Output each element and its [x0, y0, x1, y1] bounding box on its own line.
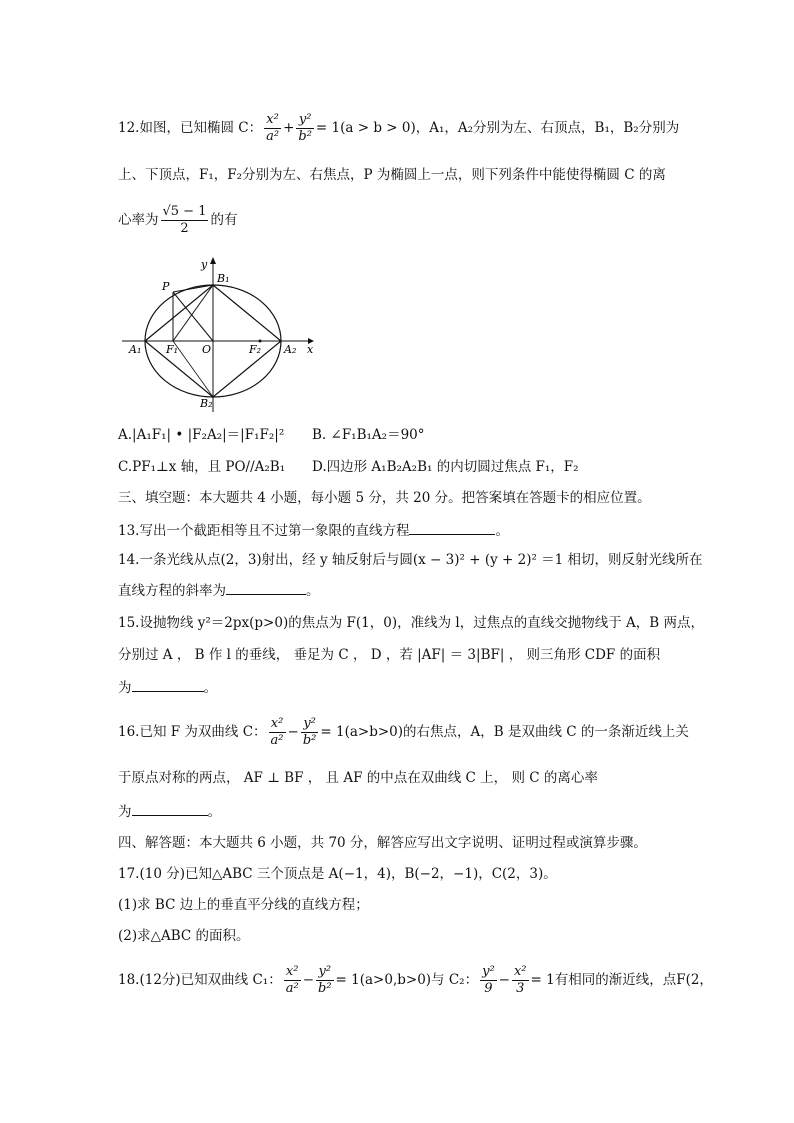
ellipse-figure: [118, 252, 328, 417]
c1-fraction-x: $\frac{\text{x²}}{\text{a²}}$: [285, 964, 299, 996]
label-a1: A₁: [129, 343, 142, 356]
q13-answer-blank: [409, 521, 495, 535]
c2-fraction-x: $\frac{\text{x²}}{3}$: [513, 964, 527, 996]
q12-eq-rest: = 1(a > b > 0)，A₁，A₂分别为左、右顶点，B₁，B₂分别为: [315, 120, 680, 136]
q14-answer-blank: [226, 581, 306, 595]
q12-line2: 上、下顶点，F₁，F₂分别为左、右焦点，P 为椭圆上一点，则下列条件中能使得椭圆 C 的离: [118, 167, 666, 183]
q12-line3: 心率为 $\frac{√5 - 1}{2}$ 的有: [118, 204, 238, 236]
q12-intro: 12.如图，已知椭圆 C：: [118, 120, 263, 136]
option-b: B. ∠F₁B₁A₂＝90°: [312, 427, 425, 443]
q14-line1: 14.一条光线从点(2，3)射出，经 y 轴反射后与圆(x − 3)² + (y + 2)² ＝1 相切，则反射光线所在: [118, 552, 703, 568]
q17-part1: (1)求 BC 边上的垂直平分线的直线方程；: [118, 897, 369, 913]
c2-fraction-y: $\frac{\text{y²}}{9}$: [482, 964, 495, 996]
q13: 13.写出一个截距相等且不过第一象限的直线方程 。: [118, 523, 509, 539]
option-d: D.四边形 A₁B₂A₂B₁ 的内切圆过焦点 F₁，F₂: [312, 459, 579, 475]
segment-pb1: [173, 285, 213, 292]
label-f2: F₂: [249, 343, 262, 356]
label-b2: B₂: [200, 397, 213, 410]
segment-po: [173, 292, 213, 341]
q16-answer-blank: [132, 802, 208, 816]
q16-line2: 于原点对称的两点， AF ⊥ BF ， 且 AF 的中点在双曲线 C 上， 则 C 的离心率: [118, 770, 598, 786]
section4-heading: 四、解答题：本大题共 6 小题，共 70 分，解答应写出文字说明、证明过程或演算步骤。: [118, 835, 647, 851]
ellipse-fraction-x: $\frac{\text{x²}}{\text{a²}}$: [266, 112, 280, 144]
q17-line1: 17.(10 分)已知△ABC 三个顶点是 A(−1，4)，B(−2，−1)，C(2，3)。: [118, 866, 557, 882]
q18-line1: 18.(12分)已知双曲线 C₁： $\frac{\text{x²}}{\text{a²}}$ − $\frac{\text{y²}}{\text{b²}}$ = 1(a>0,b>0)与 C₂： $\frac{\text{y²}}{9}$ − $\frac{\text{x²}}{3}$ = 1有相同的渐近线，点F(2，: [118, 964, 713, 996]
q12-line1: 12.如图，已知椭圆 C： $\frac{\text{x²}}{\text{a²}}$ + $\frac{\text{y²}}{\text{b²}}$ = 1(a > b > 0)，A₁，A₂分别为左、右顶点，B₁，B₂分别为: [118, 112, 680, 144]
label-x-axis: x: [307, 343, 314, 356]
q16-line1: 16.已知 F 为双曲线 C： $\frac{\text{x²}}{\text{a²}}$ − $\frac{\text{y²}}{\text{b²}}$ = 1(a>b>0)的右焦点，A，B 是双曲线 C 的一条渐近线上关: [118, 716, 689, 748]
section3-heading: 三、填空题：本大题共 4 小题，每小题 5 分，共 20 分。把答案填在答题卡的相应位置。: [118, 490, 651, 506]
hyperbola-fraction-x: $\frac{\text{x²}}{\text{a²}}$: [270, 716, 284, 748]
hyperbola-fraction-y: $\frac{\text{y²}}{\text{b²}}$: [302, 716, 317, 748]
q16-line3: 为 。: [118, 804, 221, 820]
label-a2: A₂: [284, 343, 297, 356]
c1-fraction-y: $\frac{\text{y²}}{\text{b²}}$: [318, 964, 332, 996]
label-p: P: [162, 280, 170, 293]
option-a: A.|A₁F₁| • |F₂A₂|＝|F₁F₂|²: [118, 427, 285, 443]
label-y-axis: y: [201, 258, 208, 271]
eccentricity-fraction: $\frac{√5 - 1}{2}$: [162, 204, 207, 236]
ellipse-fraction-y: $\frac{\text{y²}}{\text{b²}}$: [298, 112, 312, 144]
label-f1: F₁: [166, 343, 179, 356]
label-b1: B₁: [217, 272, 230, 285]
q15-answer-blank: [132, 678, 204, 692]
label-o: O: [202, 343, 212, 356]
option-c: C.PF₁⊥x 轴，且 PO//A₂B₁: [118, 459, 286, 475]
q15-line3: 为 。: [118, 680, 217, 696]
q15-line2: 分别过 A ， B 作 l 的垂线， 垂足为 C ， D ，若 |AF| ＝ 3|BF| ， 则三角形 CDF 的面积: [118, 647, 661, 663]
q17-part2: (2)求△ABC 的面积。: [118, 928, 250, 944]
y-axis-arrow: [210, 257, 216, 264]
q15-line1: 15.设抛物线 y²＝2px(p>0)的焦点为 F(1，0)，准线为 l，过焦点的直线交抛物线于 A，B 两点，: [118, 615, 704, 631]
q14-line2: 直线方程的斜率为 。: [118, 583, 320, 599]
